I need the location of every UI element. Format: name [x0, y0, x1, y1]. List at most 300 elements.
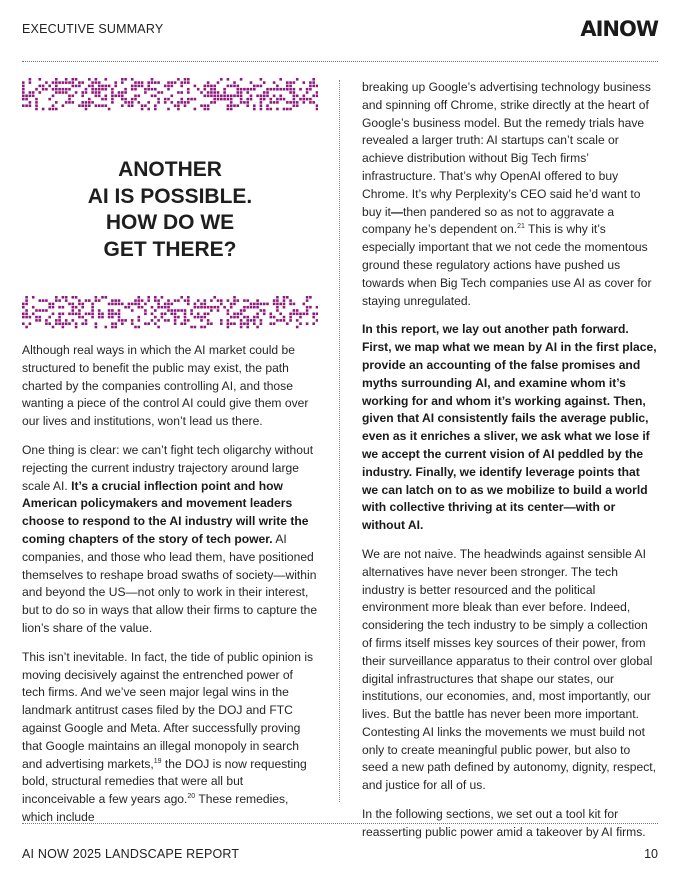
pattern-pixel [68, 322, 71, 325]
pattern-pixel [144, 309, 147, 312]
pattern-pixel [22, 88, 25, 91]
pattern-pixel [98, 81, 101, 84]
pattern-pixel [22, 313, 25, 316]
pattern-pixel [88, 313, 91, 316]
pattern-pixel [296, 101, 299, 104]
pattern-pixel [207, 85, 210, 88]
pattern-pixel [88, 78, 91, 81]
pattern-pixel [121, 91, 124, 94]
pattern-pixel [144, 313, 147, 316]
pattern-pixel [256, 326, 259, 329]
pattern-pixel [68, 95, 71, 98]
pattern-pixel [81, 104, 84, 107]
pattern-pixel [279, 78, 282, 81]
pattern-pixel [29, 316, 32, 319]
pattern-pixel [256, 306, 259, 309]
pattern-pixel [55, 81, 58, 84]
pattern-pixel [88, 299, 91, 302]
pattern-pixel [95, 88, 98, 91]
pattern-pixel [299, 322, 302, 325]
pattern-pixel [184, 309, 187, 312]
pattern-pixel [111, 309, 114, 312]
pattern-pixel [227, 108, 230, 111]
pattern-pixel [55, 88, 58, 91]
pattern-pixel [68, 98, 71, 101]
pattern-pixel [91, 303, 94, 306]
pattern-pixel [134, 326, 137, 329]
pattern-pixel [154, 322, 157, 325]
pattern-pixel [138, 299, 141, 302]
pattern-pixel [55, 322, 58, 325]
pattern-pixel [121, 322, 124, 325]
pattern-pixel [227, 313, 230, 316]
pattern-pixel [62, 296, 65, 299]
pattern-pixel [98, 91, 101, 94]
pattern-pixel [177, 104, 180, 107]
pattern-pixel [167, 88, 170, 91]
pattern-pixel [39, 85, 42, 88]
pattern-pixel [131, 319, 134, 322]
pattern-pixel [108, 85, 111, 88]
pattern-pixel [306, 299, 309, 302]
pattern-pixel [227, 309, 230, 312]
pattern-pixel [35, 316, 38, 319]
pattern-pixel [253, 85, 256, 88]
pattern-pixel [230, 303, 233, 306]
pattern-pixel [233, 296, 236, 299]
pattern-pixel [237, 299, 240, 302]
pattern-pixel [78, 316, 81, 319]
pattern-pixel [144, 104, 147, 107]
pattern-pixel [204, 303, 207, 306]
pattern-pixel [65, 296, 68, 299]
pattern-pixel [65, 299, 68, 302]
pattern-pixel [98, 88, 101, 91]
pattern-pixel [276, 296, 279, 299]
pattern-pixel [128, 303, 131, 306]
pattern-pixel [243, 299, 246, 302]
pattern-pixel [316, 319, 318, 322]
pattern-pixel [207, 104, 210, 107]
pattern-pixel [293, 95, 296, 98]
pattern-pixel [260, 319, 263, 322]
pattern-pixel [45, 88, 48, 91]
pattern-pixel [98, 85, 101, 88]
pattern-pixel [52, 303, 55, 306]
pattern-pixel [121, 78, 124, 81]
pattern-pixel [227, 78, 230, 81]
pattern-pixel [220, 322, 223, 325]
pattern-pixel [164, 303, 167, 306]
pattern-pixel [184, 316, 187, 319]
pattern-pixel [52, 108, 55, 111]
pattern-pixel [144, 303, 147, 306]
pattern-pixel [306, 88, 309, 91]
pattern-pixel [111, 88, 114, 91]
pattern-pixel [114, 299, 117, 302]
pattern-pixel [75, 322, 78, 325]
paragraph: One thing is clear: we can’t fight tech oligarchy without rejecting the current industry trajectory around large scale AI. It’s a crucial inflection point and how American policymakers and movement leaders choose to respond to the AI industry will write the coming chapters of the story of tech power. AI companies, and those who lead them, have positioned themselves to reshape broad swaths of society—within and beyond the US—not only to work in their interest, but to do so in ways that allow their firms to capture the lion’s share of the value. [22, 442, 318, 635]
pattern-pixel [283, 296, 286, 299]
pattern-pixel [22, 104, 25, 107]
pattern-pixel [246, 306, 249, 309]
pattern-pixel [161, 296, 164, 299]
pattern-pixel [35, 108, 38, 111]
pattern-pixel [250, 88, 253, 91]
pattern-pixel [286, 108, 289, 111]
pattern-pixel [263, 98, 266, 101]
footnote-ref-19[interactable]: 19 [153, 757, 162, 765]
pattern-pixel [204, 299, 207, 302]
pattern-pixel [289, 303, 292, 306]
pattern-pixel [174, 104, 177, 107]
pattern-pixel [147, 101, 150, 104]
pattern-pixel [118, 316, 121, 319]
pattern-pixel [164, 85, 167, 88]
pattern-pixel [253, 322, 256, 325]
pattern-pixel [197, 299, 200, 302]
pattern-pixel [161, 313, 164, 316]
pattern-pixel [194, 98, 197, 101]
pattern-pixel [180, 296, 183, 299]
pattern-pixel [204, 104, 207, 107]
paragraph: This isn’t inevitable. In fact, the tide of public opinion is moving decisively against the entrenched power of tech firms. And we’ve seen major legal wins in the landmark antitrust cases filed by the DOJ and FTC against Google and Meta. After successfully proving that Google maintains an illegal monopoly in search and advertising markets,$^{19}$ the DOJ is now requesting bold, structural remedies that were all but inconceivable a few years ago.$^{20}$ These remedies, which include [22, 649, 314, 824]
pattern-pixel [279, 98, 282, 101]
pattern-pixel [283, 316, 286, 319]
pattern-pixel [138, 319, 141, 322]
pattern-pixel [227, 98, 230, 101]
pattern-pixel [283, 306, 286, 309]
pattern-pixel [316, 85, 318, 88]
pattern-pixel [62, 81, 65, 84]
pattern-pixel [246, 299, 249, 302]
pattern-pixel [233, 303, 236, 306]
pattern-pixel [207, 319, 210, 322]
pattern-pixel [299, 313, 302, 316]
pattern-pixel [128, 104, 131, 107]
pattern-pixel [250, 303, 253, 306]
pattern-pixel [121, 319, 124, 322]
pattern-pixel [65, 319, 68, 322]
paragraph: We are not naive. The headwinds against sensible AI alternatives have never been stronger. The tech industry is better resourced and the political environment more bleak than ever before. Indeed, considering the tech industry to be simply a collection of firms itself misses key sources of their power, from their surveillance apparatus to their control over global digital infrastructures that shape our states, our institutions, our economies, and, most importantly, our lives. But the battle has never been more important. Contesting AI links the movements we must build not only to create meaningful public power, but also to seed a new path defined by autonomy, dignity, respect, and justice for all of us. [362, 546, 657, 793]
pattern-pixel [233, 313, 236, 316]
pattern-pixel [29, 322, 32, 325]
pattern-pixel [151, 306, 154, 309]
pattern-pixel [187, 78, 190, 81]
pattern-pixel [164, 313, 167, 316]
pattern-pixel [270, 98, 273, 101]
pattern-pixel [141, 81, 144, 84]
pattern-pixel [141, 299, 144, 302]
pattern-pixel [78, 299, 81, 302]
pattern-pixel [309, 296, 312, 299]
pattern-pixel [91, 101, 94, 104]
pattern-pixel [124, 88, 127, 91]
pattern-pixel [101, 296, 104, 299]
pattern-pixel [260, 98, 263, 101]
pattern-pixel [207, 81, 210, 84]
pattern-pixel [111, 303, 114, 306]
pattern-pixel [187, 98, 190, 101]
pattern-pixel [81, 95, 84, 98]
pattern-pixel [306, 313, 309, 316]
pattern-pixel [157, 98, 160, 101]
pattern-pixel [32, 95, 35, 98]
pattern-pixel [29, 91, 32, 94]
pattern-pixel [303, 81, 306, 84]
pattern-pixel [164, 319, 167, 322]
pattern-pixel [121, 98, 124, 101]
pattern-pixel [237, 88, 240, 91]
pattern-pixel [256, 95, 259, 98]
pattern-pixel [210, 91, 213, 94]
headline-line: HOW DO WE [105, 211, 235, 234]
pattern-pixel [42, 299, 45, 302]
pattern-pixel [177, 309, 180, 312]
pattern-pixel [114, 95, 117, 98]
pattern-pixel [147, 88, 150, 91]
pattern-pixel [154, 316, 157, 319]
pattern-pixel [256, 316, 259, 319]
pattern-pixel [131, 88, 134, 91]
pattern-pixel [48, 306, 51, 309]
pattern-pixel [72, 313, 75, 316]
pattern-pixel [289, 81, 292, 84]
pattern-pixel [25, 313, 28, 316]
pattern-pixel [204, 326, 207, 329]
pattern-pixel [306, 98, 309, 101]
pattern-pixel [233, 95, 236, 98]
pattern-pixel [88, 101, 91, 104]
pattern-pixel [217, 306, 220, 309]
pattern-pixel [138, 81, 141, 84]
pattern-pixel [128, 101, 131, 104]
pattern-pixel [174, 319, 177, 322]
pattern-pixel [45, 319, 48, 322]
pattern-pixel [233, 104, 236, 107]
pattern-pixel [157, 326, 160, 329]
pattern-pixel [246, 104, 249, 107]
emphasis: It’s a crucial inflection point and how American policymakers and movement leaders choose to respond to the AI industry will write the coming chapters of the story of tech power. [22, 478, 309, 546]
pattern-pixel [174, 299, 177, 302]
pattern-pixel [91, 88, 94, 91]
pattern-pixel [151, 88, 154, 91]
pattern-pixel [177, 316, 180, 319]
pattern-pixel [58, 316, 61, 319]
pattern-pixel [276, 303, 279, 306]
pattern-pixel [138, 326, 141, 329]
pattern-pixel [167, 81, 170, 84]
pattern-pixel [230, 104, 233, 107]
pattern-pixel [187, 88, 190, 91]
pattern-pixel [227, 95, 230, 98]
pattern-pixel [58, 88, 61, 91]
pattern-pixel [22, 322, 25, 325]
pattern-pixel [303, 98, 306, 101]
emphasis: In this report, we lay out another path forward. First, we map what we mean by AI in the first place, provide an accounting of the false promises and myths surrounding AI, and examine whom it’s working for and whom it’s working against. Then, given that AI consistently fails the average public, even as it enriches a sliver, we ask what we lose if we accept the current vision of AI peddled by the industry. Finally, we identify leverage points that we can latch on to as we mobilize to build a world with collective thriving at its center—with or without AI. [362, 322, 657, 533]
pattern-pixel [52, 104, 55, 107]
pattern-pixel [200, 326, 203, 329]
pattern-pixel [131, 85, 134, 88]
pattern-pixel [48, 98, 51, 101]
pattern-pixel [25, 309, 28, 312]
pattern-pixel [237, 313, 240, 316]
pattern-pixel [72, 296, 75, 299]
pattern-pixel [48, 322, 51, 325]
pattern-pixel [78, 85, 81, 88]
pattern-pixel [217, 309, 220, 312]
pattern-pixel [316, 95, 318, 98]
pattern-pixel [293, 88, 296, 91]
pattern-pixel [200, 306, 203, 309]
pattern-pixel [118, 91, 121, 94]
pattern-pixel [25, 316, 28, 319]
pattern-pixel [306, 296, 309, 299]
pattern-pixel [210, 101, 213, 104]
pattern-pixel [204, 88, 207, 91]
pattern-pixel [283, 303, 286, 306]
pattern-pixel [273, 316, 276, 319]
pattern-pixel [296, 319, 299, 322]
pattern-pixel [154, 296, 157, 299]
footnote-ref-21[interactable]: 21 [517, 223, 525, 231]
pattern-pixel [95, 296, 98, 299]
pattern-pixel [293, 98, 296, 101]
pattern-pixel [65, 78, 68, 81]
pattern-pixel [233, 85, 236, 88]
pattern-pixel [312, 316, 315, 319]
pattern-pixel [111, 316, 114, 319]
pattern-pixel [220, 98, 223, 101]
pattern-pixel [279, 95, 282, 98]
pattern-pixel [161, 91, 164, 94]
pattern-pixel [243, 322, 246, 325]
pattern-pixel [81, 101, 84, 104]
pattern-pixel [283, 299, 286, 302]
pattern-pixel [62, 91, 65, 94]
pattern-pixel [118, 95, 121, 98]
pattern-pixel [286, 88, 289, 91]
pattern-pixel [187, 296, 190, 299]
pattern-pixel [293, 309, 296, 312]
pattern-pixel [78, 303, 81, 306]
pattern-pixel [177, 101, 180, 104]
pattern-pixel [62, 88, 65, 91]
pattern-pixel [213, 296, 216, 299]
pattern-pixel [85, 88, 88, 91]
pattern-pixel [25, 104, 28, 107]
pattern-pixel [187, 299, 190, 302]
pattern-pixel [42, 108, 45, 111]
pattern-pixel [276, 299, 279, 302]
pattern-pixel [138, 303, 141, 306]
pattern-pixel [171, 85, 174, 88]
pattern-pixel [293, 91, 296, 94]
headline-line: AI IS POSSIBLE. [87, 184, 253, 208]
pixel-pattern-top [22, 78, 318, 112]
pattern-pixel [246, 91, 249, 94]
pattern-pixel [62, 306, 65, 309]
pattern-pixel [213, 85, 216, 88]
pattern-pixel [98, 309, 101, 312]
pattern-pixel [303, 101, 306, 104]
pattern-pixel [230, 85, 233, 88]
pattern-pixel [276, 309, 279, 312]
pattern-pixel [273, 81, 276, 84]
pattern-pixel [289, 88, 292, 91]
pattern-pixel [174, 81, 177, 84]
pattern-pixel [105, 85, 108, 88]
pattern-pixel [81, 81, 84, 84]
pattern-pixel [29, 104, 32, 107]
pattern-pixel [260, 309, 263, 312]
pattern-pixel [286, 296, 289, 299]
pattern-pixel [200, 316, 203, 319]
pattern-pixel [194, 306, 197, 309]
pattern-pixel [207, 95, 210, 98]
pattern-pixel [134, 88, 137, 91]
pattern-pixel [220, 95, 223, 98]
pattern-pixel [273, 95, 276, 98]
pattern-pixel [316, 313, 318, 316]
pattern-pixel [151, 319, 154, 322]
pattern-pixel [210, 95, 213, 98]
footnote-ref-20[interactable]: 20 [187, 793, 196, 801]
pattern-pixel [273, 299, 276, 302]
pattern-pixel [273, 322, 276, 325]
pattern-pixel [22, 91, 25, 94]
pattern-pixel [78, 104, 81, 107]
pattern-pixel [134, 98, 137, 101]
pattern-pixel [157, 319, 160, 322]
pattern-pixel [260, 95, 263, 98]
pattern-pixel [121, 95, 124, 98]
pattern-pixel [227, 104, 230, 107]
pattern-pixel [296, 309, 299, 312]
pattern-pixel [240, 326, 243, 329]
pattern-pixel [81, 303, 84, 306]
pattern-pixel [312, 81, 315, 84]
pattern-pixel [131, 303, 134, 306]
pattern-pixel [131, 322, 134, 325]
pattern-pixel [256, 299, 259, 302]
pattern-pixel [256, 85, 259, 88]
pattern-pixel [39, 319, 42, 322]
pattern-pixel [243, 88, 246, 91]
pattern-pixel [108, 108, 111, 111]
pattern-pixel [180, 85, 183, 88]
pattern-pixel [293, 81, 296, 84]
pattern-pixel [230, 306, 233, 309]
pattern-pixel [157, 101, 160, 104]
pattern-pixel [180, 101, 183, 104]
pattern-pixel [111, 313, 114, 316]
pattern-pixel [276, 108, 279, 111]
pattern-pixel [124, 319, 127, 322]
pattern-pixel [279, 303, 282, 306]
pattern-pixel [220, 319, 223, 322]
pattern-pixel [72, 319, 75, 322]
pattern-pixel [213, 91, 216, 94]
pattern-pixel [197, 316, 200, 319]
pattern-pixel [220, 303, 223, 306]
pattern-pixel [167, 98, 170, 101]
pattern-pixel [246, 88, 249, 91]
pattern-pixel [227, 319, 230, 322]
pattern-pixel [177, 299, 180, 302]
pattern-pixel [151, 313, 154, 316]
pattern-pixel [289, 299, 292, 302]
